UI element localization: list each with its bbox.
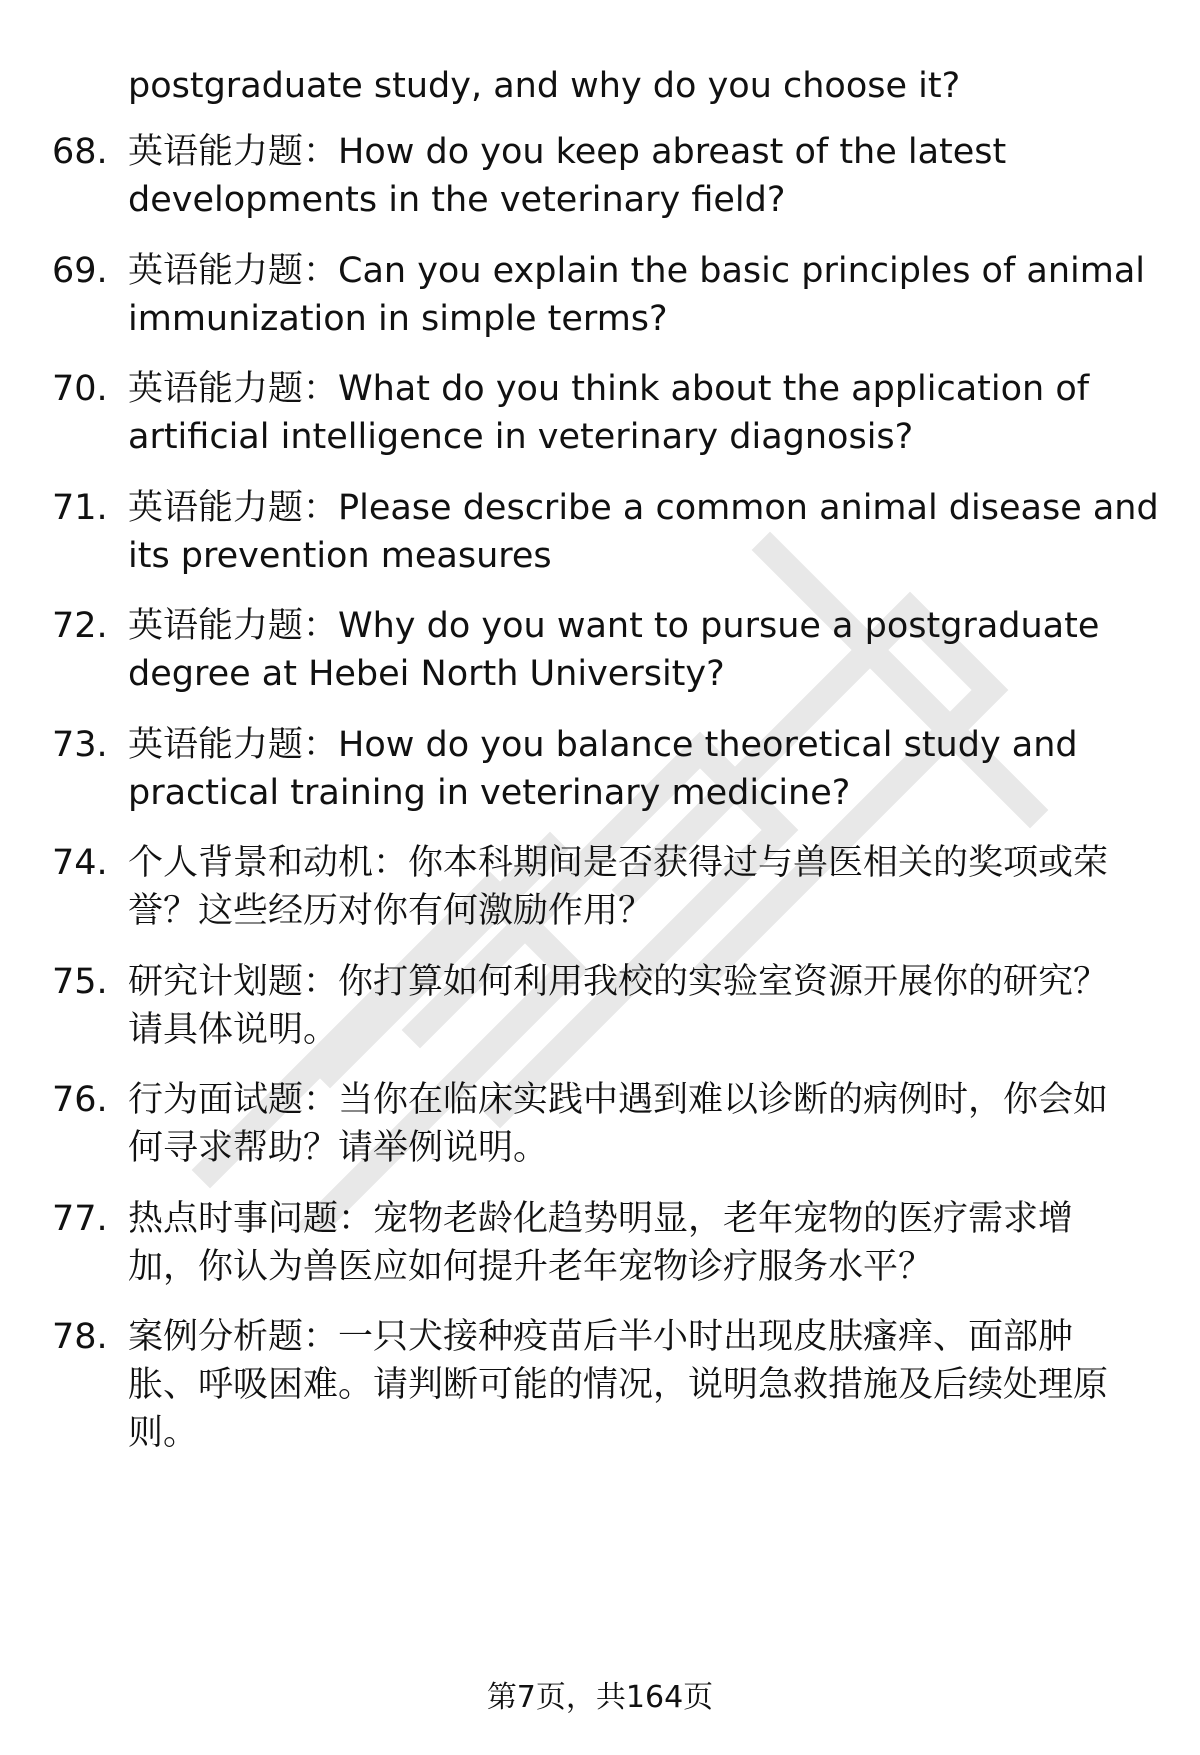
item-number: 73. <box>52 725 108 765</box>
item-line: degree at Hebei North University? <box>128 654 725 694</box>
item-line: immunization in simple terms? <box>128 299 668 339</box>
item-line: 誉？这些经历对你有何激励作用？ <box>128 891 654 931</box>
item-text <box>128 1313 1150 1457</box>
item-line: 英语能力题：How do you balance theoretical study and <box>128 725 1078 765</box>
item-text <box>128 721 1150 817</box>
item-line: developments in the veterinary field? <box>128 180 786 220</box>
item-line: 案例分析题：一只犬接种疫苗后半小时出现皮肤瘙痒、面部肿 <box>128 1317 1074 1357</box>
item-line: 英语能力题：What do you think about the application of <box>128 369 1090 409</box>
item-number: 68. <box>52 132 108 172</box>
item-line: 行为面试题：当你在临床实践中遇到难以诊断的病例时，你会如 <box>128 1080 1109 1120</box>
item-text <box>128 958 1150 1054</box>
item-text <box>128 1076 1150 1172</box>
item-line: postgraduate study, and why do you choose it? <box>128 66 961 106</box>
item-line: 热点时事问题：宠物老龄化趋势明显，老年宠物的医疗需求增 <box>128 1199 1074 1239</box>
item-line: 请具体说明。 <box>128 1010 339 1050</box>
item-number: 76. <box>52 1080 108 1120</box>
item-text <box>128 484 1159 580</box>
item-number: 78. <box>52 1317 108 1357</box>
item-text <box>128 1195 1150 1291</box>
item-line: 何寻求帮助？请举例说明。 <box>128 1128 549 1168</box>
item-number: 70. <box>52 369 108 409</box>
item-number: 77. <box>52 1199 108 1239</box>
item-text <box>128 365 1150 461</box>
item-number: 72. <box>52 606 108 646</box>
item-line: artificial intelligence in veterinary diagnosis? <box>128 417 914 457</box>
item-line: 英语能力题：Can you explain the basic principles of animal <box>128 251 1146 291</box>
item-line: 胀、呼吸困难。请判断可能的情况，说明急救措施及后续处理原 <box>128 1365 1109 1405</box>
item-text <box>128 128 1150 224</box>
item-number: 75. <box>52 962 108 1002</box>
item-text <box>128 839 1150 935</box>
item-line: 个人背景和动机：你本科期间是否获得过与兽医相关的奖项或荣 <box>128 843 1109 883</box>
item-text <box>128 247 1150 343</box>
item-text <box>128 62 1150 110</box>
item-line: practical training in veterinary medicine? <box>128 773 851 813</box>
item-line: its prevention measures <box>128 536 552 576</box>
item-text <box>128 602 1150 698</box>
item-number: 71. <box>52 488 108 528</box>
page-footer: 第7页，共164页 <box>486 1680 714 1715</box>
item-line: 研究计划题：你打算如何利用我校的实验室资源开展你的研究？ <box>128 962 1109 1002</box>
item-line: 加，你认为兽医应如何提升老年宠物诊疗服务水平？ <box>128 1247 934 1287</box>
item-line: 英语能力题：Why do you want to pursue a postgraduate <box>128 606 1100 646</box>
item-number: 74. <box>52 843 108 883</box>
item-line: 英语能力题：Please describe a common animal disease and <box>128 488 1159 528</box>
item-number: 69. <box>52 251 108 291</box>
item-line: 则。 <box>128 1413 199 1453</box>
item-line: 英语能力题：How do you keep abreast of the latest <box>128 132 1007 172</box>
